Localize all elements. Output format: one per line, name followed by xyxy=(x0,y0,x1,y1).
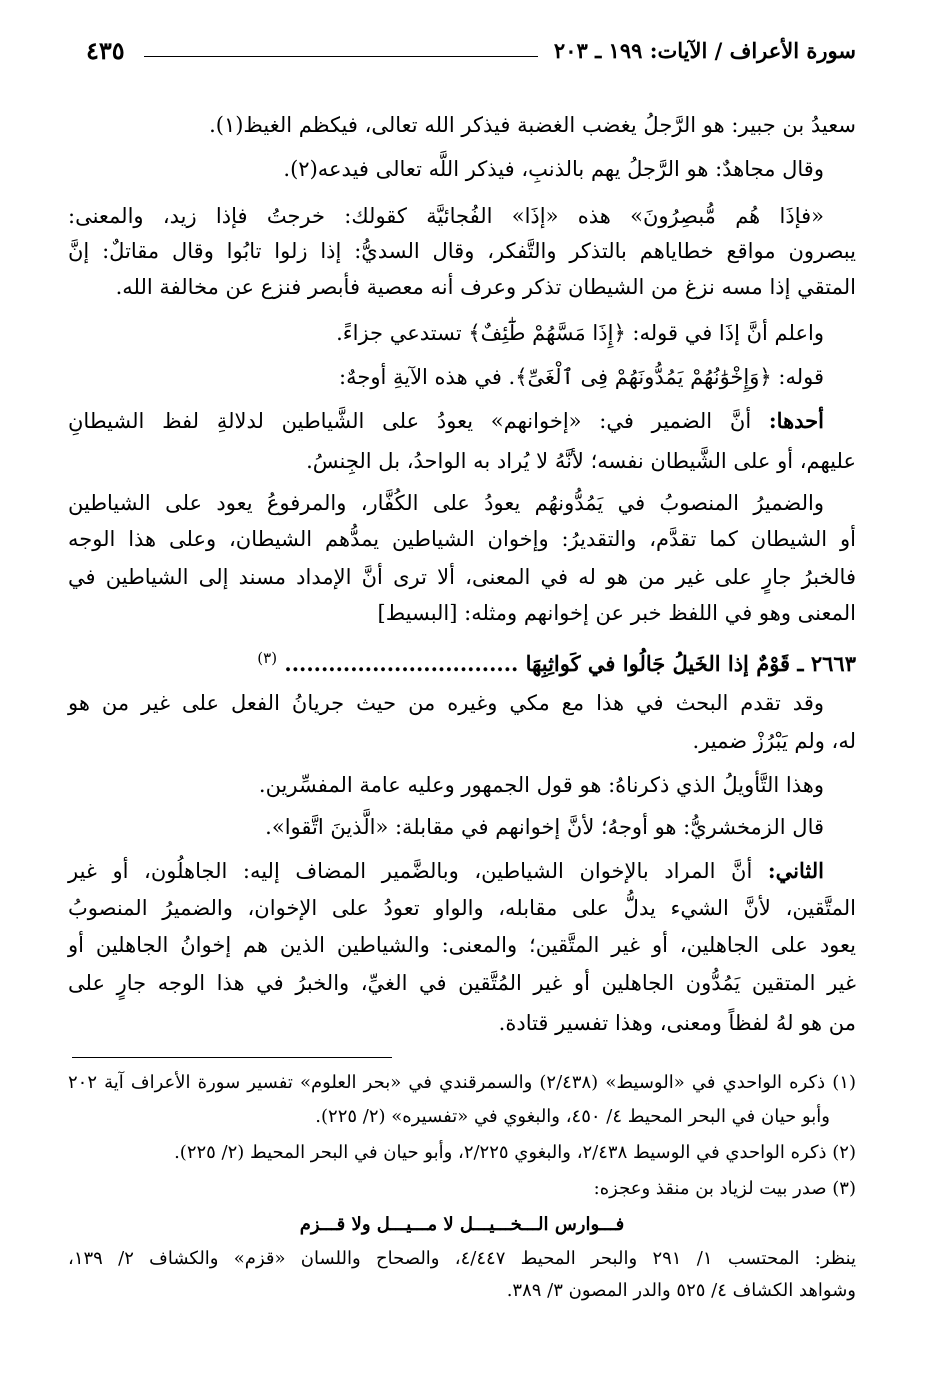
text-line: المتقي إذا مسه نزغ من الشيطان تذكر وعرف أنه معصية فأبصر فنزع عن مخالفة الله. xyxy=(115,275,856,299)
text-line: قال الزمخشريُّ: هو أوجهُ؛ لأنَّ إخوانهم في مقابلة: «الَّذينَ اتَّقوا». xyxy=(265,815,824,839)
verse-line xyxy=(68,643,856,679)
surah-title: سورة الأعراف / الآيات: ١٩٩ ـ ٢٠٣ xyxy=(553,38,856,63)
text-line: المتَّقين، لأنَّ الشيء يدلُّ على مقابله، والواو تعودُ على الإخوان، والضميرُ المنصوبُ xyxy=(68,896,856,920)
footnote-line: (٣) صدر بيت لزياد بن منقذ وعجزه: xyxy=(593,1178,856,1199)
verse-text: ٢٦٦٣ ـ قَوْمٌ إذا الخَيلُ جَالُوا في كَواثِبِهَا xyxy=(525,651,856,676)
text-line: وهذا التَّأويلُ الذي ذكرناهُ: هو قول الجمهور وعليه عامة المفسِّرين. xyxy=(258,773,824,797)
header-rule xyxy=(144,56,538,57)
text-line: «فإذَا هُم مُّبصِرُونَ» هذه «إذَا» الفُجائيَّة كقولك: خرجتُ فإذا زيد، والمعنى: xyxy=(68,204,824,228)
text-line: سعيدُ بن جبير: هو الرَّجلُ يغضب الغضبة فيذكر الله تعالى، فيكظم الغيظ(١). xyxy=(209,113,856,137)
footnote-line: (١) ذكره الواحدي في «الوسيط» (٢/٤٣٨) والسمرقندي في «بحر العلوم» تفسير سورة الأعراف آية ٢٠٢ xyxy=(68,1072,856,1093)
text-line: واعلم أنَّ إذَا في قوله: ﴿إِذَا مَسَّهُمْ طَٰٓئِفٌ﴾ تستدعي جزاءً. xyxy=(336,321,824,345)
text-line: وقال مجاهدٌ: هو الرَّجلُ يهم بالذنبِ، فيذكر اللَّه تعالى فيدعه(٢). xyxy=(283,157,824,181)
footnote-line: وأبو حيان في البحر المحيط ٤/ ٤٥٠، والبغوي في «تفسيره» (٢/ ٢٢٥). xyxy=(315,1106,830,1127)
verse-dots: ................................ xyxy=(284,651,519,676)
footnote-verse: فـــوارس الـــخـــيـــل لا مـــيـــل ولا قـــزم xyxy=(299,1214,625,1235)
text-line: وقد تقدم البحث في هذا مع مكي وغيره من حيث جريانُ الفعل على غير من هو xyxy=(68,691,824,715)
text-segment: أنَّ المراد بالإخوان الشياطين، وبالضَّمير المضاف إليه: الجاهلُون، أو غير xyxy=(68,859,753,883)
footnote-ref: (٣) xyxy=(257,649,278,667)
footnote-line: وشواهد الكشاف ٤/ ٥٢٥ والدر المصون ٣/ ٣٨٩. xyxy=(506,1280,856,1301)
text-line: غير المتقين يَمُدُّون الجاهلين أو غير المُتَّقين في الغيِّ، والخبرُ في هذا الوجه جارٍ على xyxy=(68,971,856,995)
text-segment: أنَّ الضمير في: «إخوانهم» يعودُ على الشَّياطين لدلالةِ لفظ الشيطانِ xyxy=(68,409,752,433)
text-line: فالخبرُ جارٍ على غير من هو له في المعنى، ألا ترى أنَّ الإمداد مسند إلى الشياطين في xyxy=(68,565,856,589)
text-line: له، ولم يَبْرُزْ ضمير. xyxy=(692,729,856,753)
heading-first: أحدها: xyxy=(768,408,824,433)
footnote-line: (٢) ذكره الواحدي في الوسيط ٢/٤٣٨، والبغوي ٢/٢٢٥، وأبو حيان في البحر المحيط (٢/ ٢٢٥). xyxy=(174,1142,856,1163)
text-line: من هو لهُ لفظاً ومعنى، وهذا تفسير قتادة. xyxy=(498,1011,856,1035)
page-header xyxy=(86,32,856,72)
footnote-rule xyxy=(72,1057,392,1058)
text-line: والضميرُ المنصوبُ في يَمُدُّونهُم يعودُ على الكُفَّار، والمرفوعُ يعود على الشياطين xyxy=(68,491,824,515)
heading-second: الثاني: xyxy=(767,858,824,883)
text-line-first-view xyxy=(68,406,824,436)
page-number: ٤٣٥ xyxy=(86,36,125,65)
text-line: يعود على الجاهلين، أو غير المتَّقين؛ والمعنى: والشياطين الذين هم إخوانُ الجاهلين أو xyxy=(68,933,856,957)
text-line: المعنى وهو في اللفظ خبر عن إخوانهم ومثله: [البسيط] xyxy=(377,601,856,625)
text-line: أو الشيطان كما تقدَّم، والتقديرُ: وإخوان الشياطين يمدُّهم الشيطان، وعلى هذا الوجه xyxy=(68,527,856,551)
text-line: يبصرون مواقع خطاياهم بالتذكر والتَّفكر، وقال السديُّ: إذا زلوا تابُوا وقال مقاتلٌ: إنَّ xyxy=(68,239,856,263)
footnote-line: ينظر: المحتسب ١/ ٢٩١ والبحر المحيط ٤/٤٤٧، والصحاح واللسان «قزم» والكشاف ٢/ ١٣٩، xyxy=(68,1248,857,1269)
text-line: قوله: ﴿وَإِخْوَٰنُهُمْ يَمُدُّونَهُمْ فِى ٱلْغَىِّ﴾. في هذه الآيةِ أوجهٌ: xyxy=(339,365,824,389)
text-line-second-view xyxy=(68,856,824,886)
text-line: عليهم، أو على الشَّيطان نفسه؛ لأنَّهُ لا يُراد به الواحدُ، بل الجِنسُ. xyxy=(306,449,856,473)
